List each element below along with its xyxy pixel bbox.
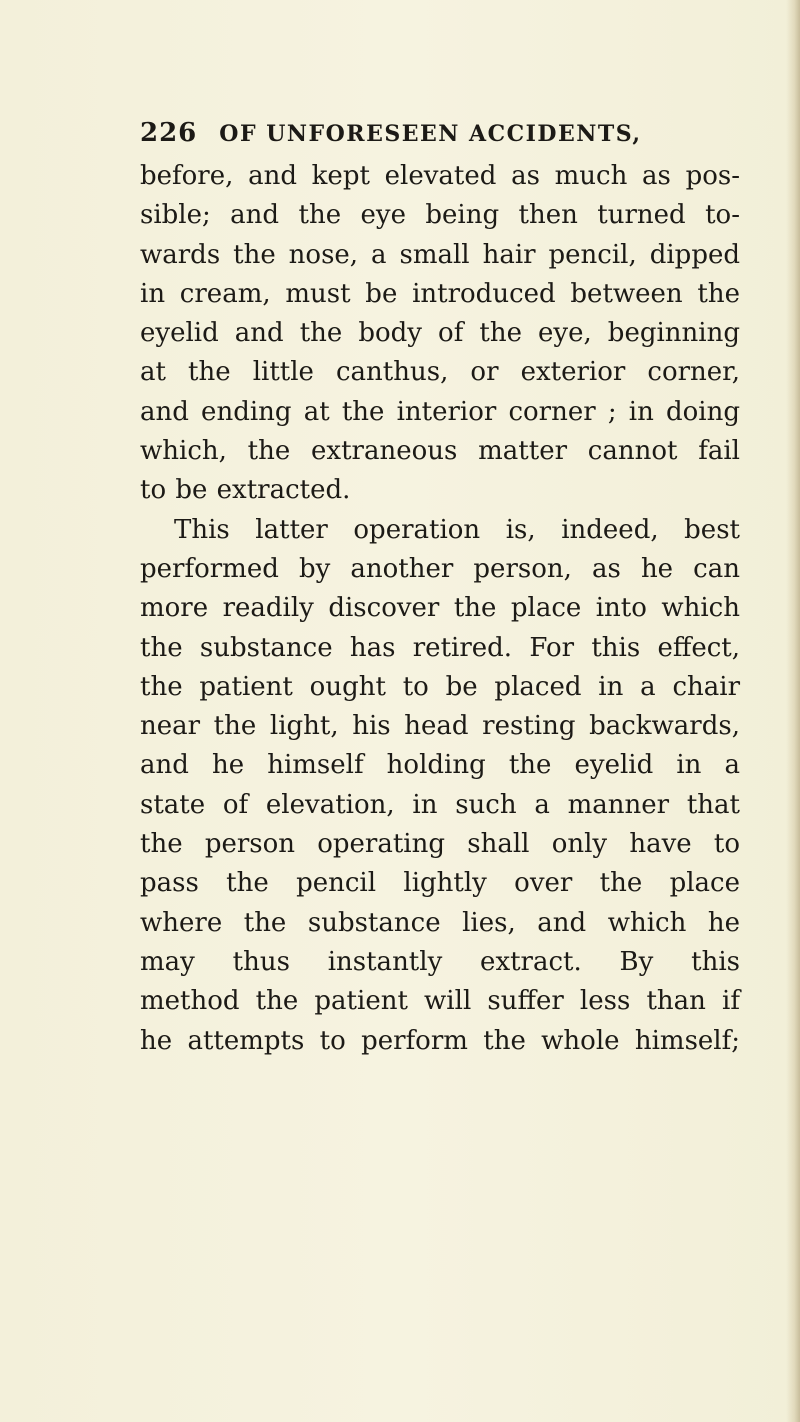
page-edge: [786, 0, 800, 1422]
text-line: state of elevation, in such a manner that: [140, 789, 740, 820]
text-line: the substance has retired. For this effect,: [140, 632, 740, 663]
text-line: at the little canthus, or exterior corner,: [140, 357, 740, 388]
text-line: in cream, must be introduced between the: [140, 278, 740, 309]
text-line: more readily discover the place into which: [140, 593, 740, 624]
running-head: OF UNFORESEEN ACCIDENTS,: [219, 121, 642, 147]
text-line: and ending at the interior corner ; in doing: [140, 396, 740, 427]
text-line: near the light, his head resting backwards,: [140, 711, 740, 742]
page-number: 226: [140, 118, 198, 148]
text-line: the patient ought to be placed in a chair: [140, 671, 740, 702]
page-header: [140, 118, 740, 158]
text-line: to be extracted.: [140, 475, 351, 506]
text-line: and he himself holding the eyelid in a: [140, 750, 740, 781]
text-line: may thus instantly extract. By this: [140, 946, 740, 977]
text-line: method the patient will suffer less than if: [140, 986, 740, 1017]
text-line: where the substance lies, and which he: [140, 907, 740, 938]
text-line: before, and kept elevated as much as pos-: [140, 161, 740, 191]
text-line: wards the nose, a small hair pencil, dipped: [140, 239, 740, 270]
text-line: pass the pencil lightly over the place: [140, 868, 740, 899]
text-line: sible; and the eye being then turned to-: [140, 200, 740, 231]
text-line: which, the extraneous matter cannot fail: [140, 436, 740, 467]
text-line: This latter operation is, indeed, best: [174, 514, 740, 545]
text-line: eyelid and the body of the eye, beginning: [140, 318, 740, 349]
text-line: he attempts to perform the whole himself;: [140, 1025, 740, 1056]
text-line: performed by another person, as he can: [140, 553, 740, 584]
text-line: the person operating shall only have to: [140, 829, 740, 860]
body-text: [140, 157, 740, 1061]
